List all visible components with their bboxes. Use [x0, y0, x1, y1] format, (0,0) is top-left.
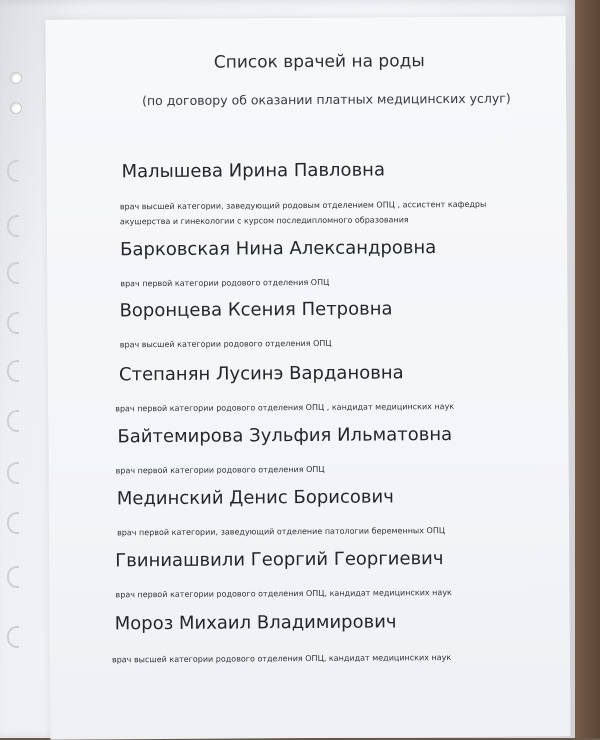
punch-hole-edge — [7, 410, 19, 432]
document-subtitle: (по договору об оказании платных медицинских услуг) — [142, 90, 511, 109]
punch-hole — [10, 102, 22, 114]
doctor-description: врач высшей категории, заведующий родовым отделением ОПЦ , ассистент кафедры — [119, 199, 487, 212]
doctor-name: Степанян Лусинэ Вардановна — [118, 362, 404, 386]
doctor-name: Мороз Михаил Владимирович — [114, 611, 397, 635]
punch-hole-edge — [7, 262, 19, 284]
punch-hole-edge — [7, 312, 19, 334]
punch-hole-edge — [7, 462, 19, 484]
punch-hole-edge — [7, 626, 19, 648]
doctor-name: Барковская Нина Александровна — [120, 237, 437, 261]
punch-hole-edge — [7, 566, 19, 588]
doctor-name: Воронцева Ксения Петровна — [119, 298, 393, 322]
doctor-description-line2: акушерства и гинекологии с курсом последипломного образования — [119, 215, 409, 227]
doctor-description: врач первой категории родового отделения ОПЦ — [115, 464, 325, 476]
doctor-description: врач первой категории, заведующий отделение патологии беременных ОПЦ — [117, 526, 446, 538]
doctor-description: врач высшей категории родового отделения ОПЦ — [119, 338, 332, 350]
doctor-description: врач первой категории родового отделения ОПЦ, кандидат медицинских наук — [115, 588, 452, 600]
punch-hole — [10, 72, 22, 84]
doctor-description: врач первой категории родового отделения ОПЦ , кандидат медицинских наук — [115, 401, 455, 414]
punch-hole-edge — [7, 215, 19, 237]
punch-hole-edge — [7, 160, 19, 182]
document-title: Список врачей на роды — [213, 51, 425, 73]
doctor-description: врач высшей категории родового отделения ОПЦ, кандидат медицинских наук — [111, 653, 452, 665]
doctor-name: Гвиниашвили Георгий Георгиевич — [115, 548, 444, 572]
doctor-name: Малышева Ирина Павловна — [121, 159, 386, 183]
punch-hole-edge — [7, 360, 19, 382]
doctor-name: Мединский Денис Борисович — [116, 486, 394, 510]
document-page — [45, 16, 570, 740]
doctor-name: Байтемирова Зульфия Ильматовна — [117, 423, 453, 448]
punch-hole-edge — [7, 512, 19, 534]
doctor-description: врач первой категории родового отделения ОПЦ — [120, 277, 330, 289]
